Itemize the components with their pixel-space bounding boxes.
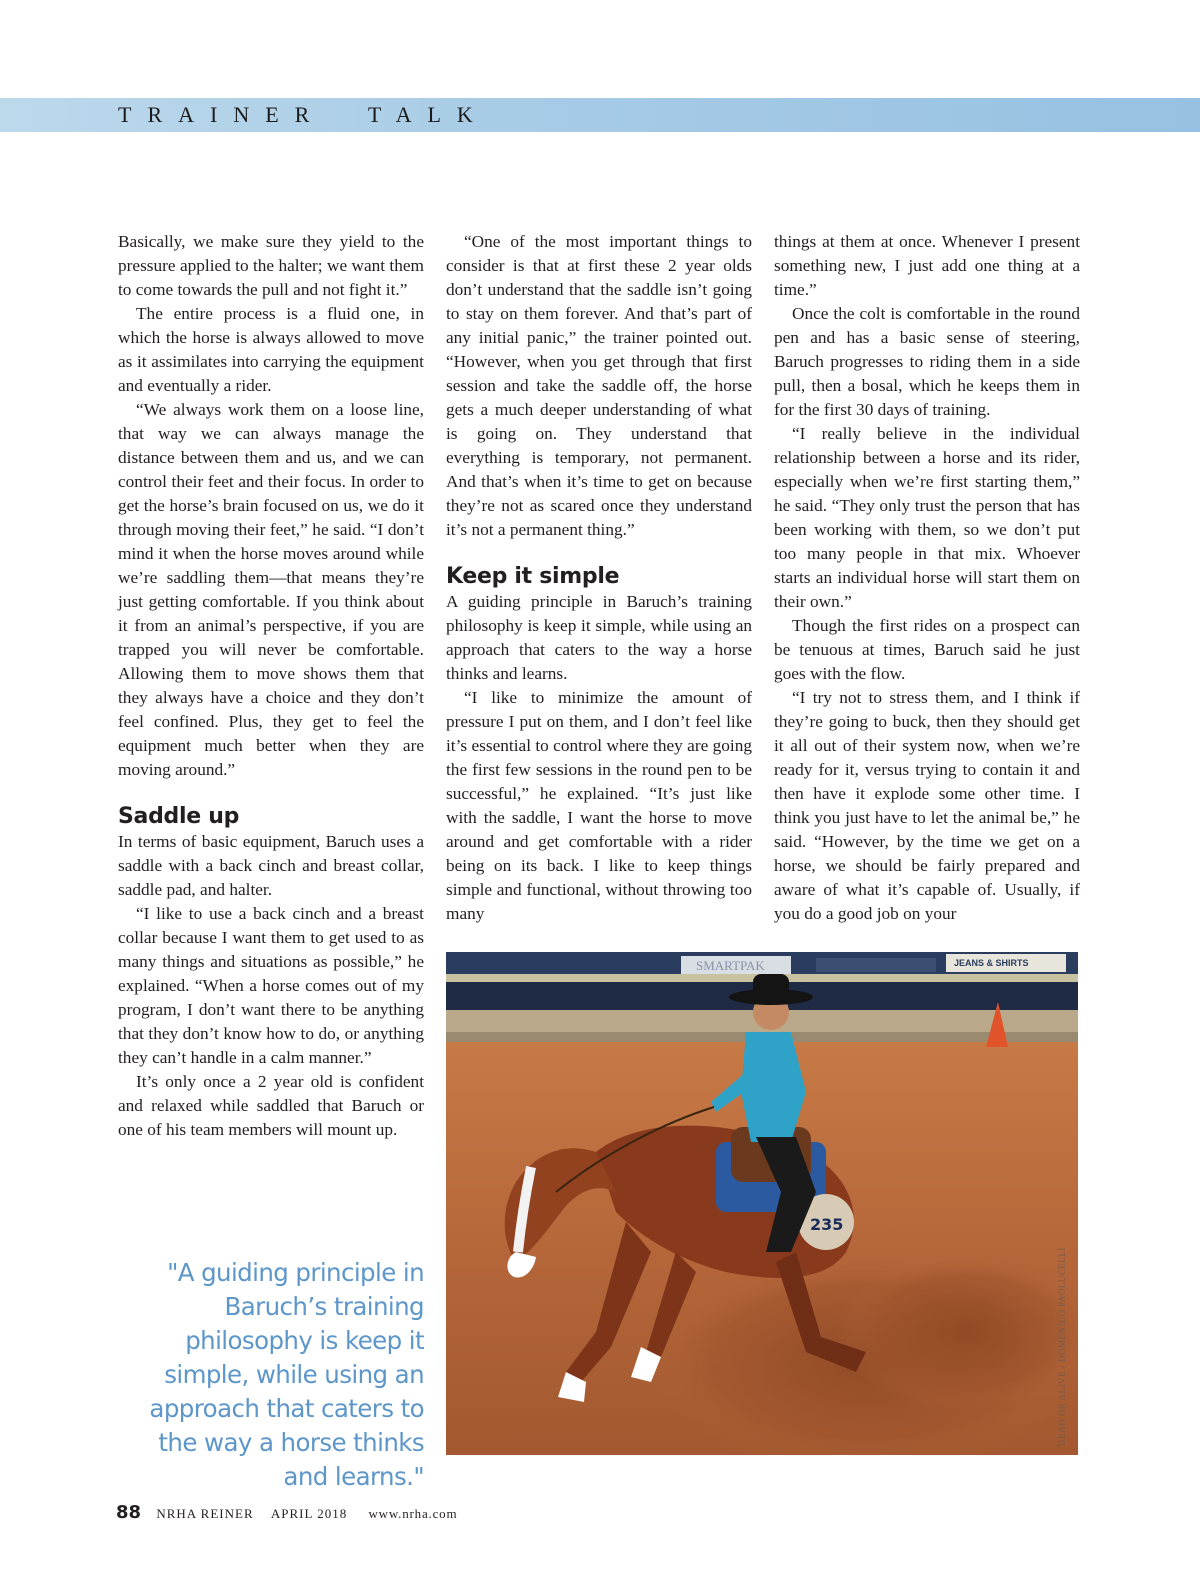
website-link[interactable]: www.nrha.com — [368, 1506, 458, 1521]
subheading-saddle-up: Saddle up — [118, 804, 240, 829]
paragraph: “We always work them on a loose line, that way we can always manage the distance between them and us, and we can control their feet and their focus. In order to get the horse’s brain focused on us, we do it through moving their feet,” he said. “I don’t mind it when the horse moves around while we’re saddling them—that means they’re just getting comfortable. If you think about it from an animal’s perspective, if you are trapped you will never be comfortable. Allowing them to move shows them that they always have a choice and they don’t feel confined. Plus, they get to feel the equipment much better when they are moving around.” — [118, 400, 424, 779]
photo-credit: DEAD OR ALIVE - DOMENICO PAOLUCELLI — [1057, 1247, 1067, 1446]
section-title: TRAINER TALK — [118, 102, 489, 127]
paragraph: “I really believe in the individual relationship between a horse and its rider, especially when we’re first starting them,” he said. “They only trust the person that has been working with them, so we don’t put too many people in that mix. Whoever starts an individual horse will start them on their own.” — [774, 424, 1080, 611]
paragraph: Basically, we make sure they yield to the pressure applied to the halter; we want them to come towards the pull and not fight it.” — [118, 232, 424, 299]
paragraph: “One of the most important things to consider is that at first these 2 year olds don’t understand that the saddle isn’t going to stay on them forever. And that’s part of any initial panic,” the trainer pointed out. “However, when you get through that first session and take the saddle off, the horse gets a much deeper understanding of what is going on. They understand that everything is temporary, not permanent. And that’s when it’s time to get on because they’re not as scared once they understand it’s not a permanent thing.” — [446, 232, 752, 539]
reining-horse-photo — [446, 952, 1078, 1455]
section-banner — [0, 98, 1200, 132]
paragraph: “I try not to stress them, and I think if they’re going to buck, then they should get it all out of their system now, when we’re ready for it, versus trying to contain it and then have it explode some other time. I think you just have to let the animal be,” he said. “However, by the time we get on a horse, we should be fairly prepared and aware of what it’s capable of. Usually, if you do a good job on your — [774, 688, 1080, 923]
paragraph: things at them at once. Whenever I present something new, I just add one thing at a time.” — [774, 232, 1080, 299]
page-footer — [116, 1502, 457, 1528]
paragraph: The entire process is a fluid one, in which the horse is always allowed to move as it assimilates into carrying the equipment and eventually a rider. — [118, 304, 424, 395]
arena-banner-text: SMARTPAK — [696, 958, 765, 973]
article-column-1 — [118, 230, 424, 1142]
saddle-number: 235 — [810, 1215, 844, 1234]
issue-date: APRIL 2018 — [270, 1506, 348, 1521]
paragraph: A guiding principle in Baruch’s training philosophy is keep it simple, while using an approach that caters to the way a horse thinks and learns. — [446, 592, 752, 683]
arena-banner-text: JEANS & SHIRTS — [954, 958, 1029, 968]
article-column-3 — [774, 230, 1080, 926]
page-number: 88 — [116, 1502, 142, 1523]
publication-name: NRHA REINER — [156, 1506, 254, 1521]
paragraph: In terms of basic equipment, Baruch uses a saddle with a back cinch and breast collar, saddle pad, and halter. — [118, 832, 424, 899]
paragraph: It’s only once a 2 year old is confident and relaxed while saddled that Baruch or one of his team members will mount up. — [118, 1072, 424, 1139]
paragraph: Though the first rides on a prospect can be tenuous at times, Baruch said he just goes with the flow. — [774, 616, 1080, 683]
subheading-keep-it-simple: Keep it simple — [446, 564, 620, 589]
paragraph: Once the colt is comfortable in the round pen and has a basic sense of steering, Baruch progresses to riding them in a side pull, then a bosal, which he keeps them in for the first 30 days of training. — [774, 304, 1080, 419]
article-column-2 — [446, 230, 752, 926]
pull-quote: "A guiding principle in Baruch’s training philosophy is keep it simple, while using an approach that caters to the way a horse thinks and learns." — [149, 1258, 424, 1491]
paragraph: “I like to minimize the amount of pressure I put on them, and I don’t feel like it’s essential to control where they are going the first few sessions in the round pen to be successful,” he explained. “It’s just like with the saddle, I want the horse to move around and get comfortable with a rider being on its back. I like to keep things simple and functional, without throwing too many — [446, 688, 752, 923]
paragraph: “I like to use a back cinch and a breast collar because I want them to get used to as many things and situations as possible,” he explained. “When a horse comes out of my program, I don’t want there to be anything that they don’t know how to do, or anything they can’t handle in a calm manner.” — [118, 904, 424, 1067]
